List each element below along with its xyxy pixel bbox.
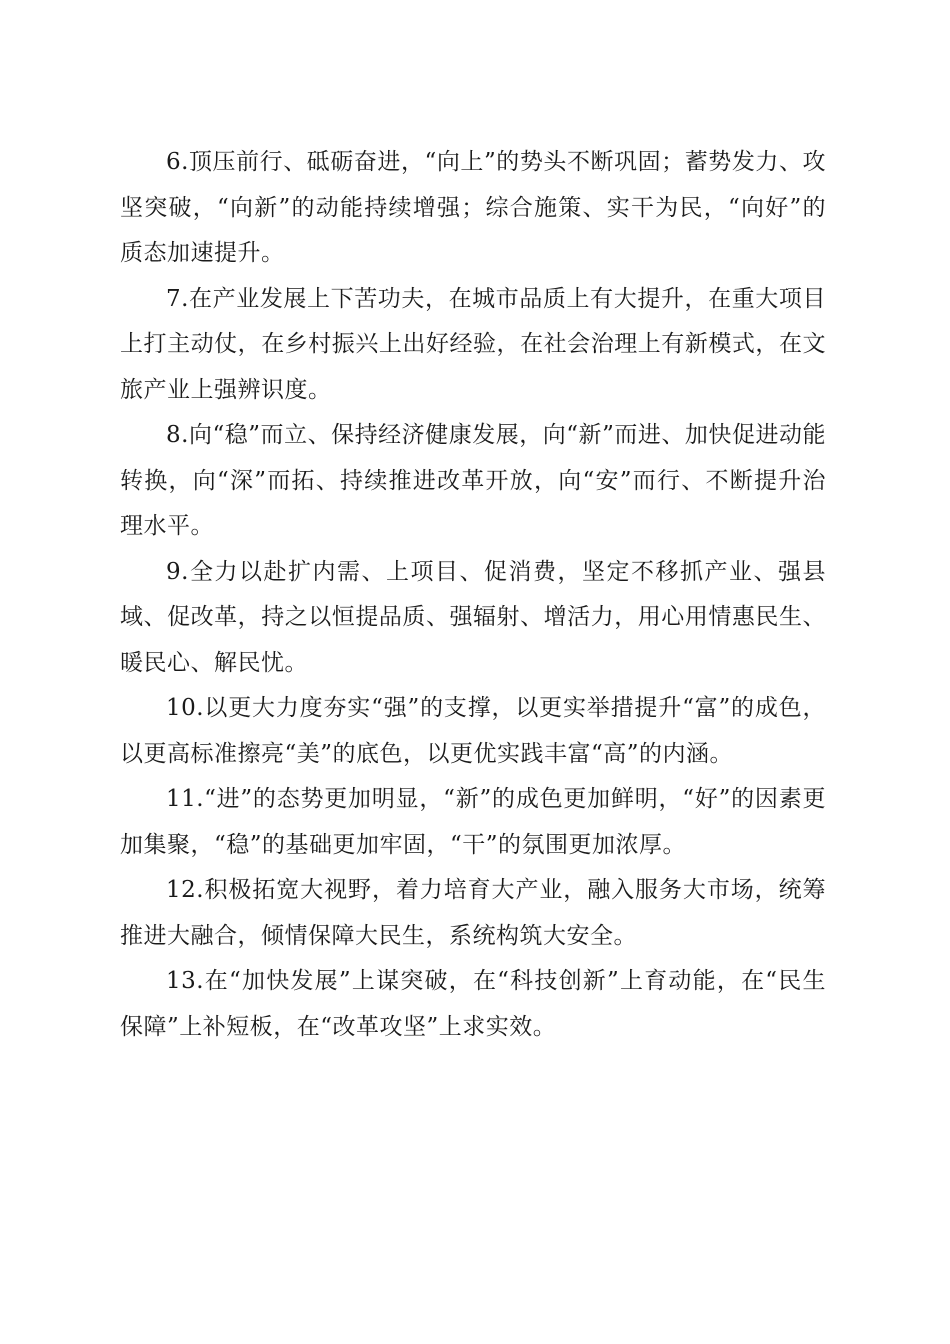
- paragraph-13: 13.在“加快发展”上谋突破，在“科技创新”上育动能，在“民生保障”上补短板，在“改革攻坚”上求实效。: [120, 968, 826, 1040]
- paragraph-6: 6.顶压前行、砥砺奋进，“向上”的势头不断巩固；蓄势发力、攻坚突破，“向新”的动能持续增强；综合施策、实干为民，“向好”的质态加速提升。: [120, 149, 826, 266]
- paragraph-10: 10.以更大力度夯实“强”的支撑，以更实举措提升“富”的成色，以更高标准擦亮“美”的底色，以更优实践丰富“高”的内涵。: [120, 695, 826, 767]
- paragraph-11: 11.“进”的态势更加明显，“新”的成色更加鲜明，“好”的因素更加集聚，“稳”的基础更加牢固，“干”的氛围更加浓厚。: [120, 786, 826, 858]
- paragraph-9: 9.全力以赴扩内需、上项目、促消费，坚定不移抓产业、强县域、促改革，持之以恒提品质、强辐射、增活力，用心用情惠民生、暖民心、解民忧。: [120, 558, 826, 676]
- document-body: [120, 140, 826, 1050]
- paragraph-8: 8.向“稳”而立、保持经济健康发展，向“新”而进、加快促进动能转换，向“深”而拓、持续推进改革开放，向“安”而行、不断提升治理水平。: [120, 422, 826, 539]
- paragraph-7: 7.在产业发展上下苦功夫，在城市品质上有大提升，在重大项目上打主动仗，在乡村振兴上出好经验，在社会治理上有新模式，在文旅产业上强辨识度。: [120, 285, 826, 403]
- paragraph-12: 12.积极拓宽大视野，着力培育大产业，融入服务大市场，统筹推进大融合，倾情保障大民生，系统构筑大安全。: [120, 877, 826, 949]
